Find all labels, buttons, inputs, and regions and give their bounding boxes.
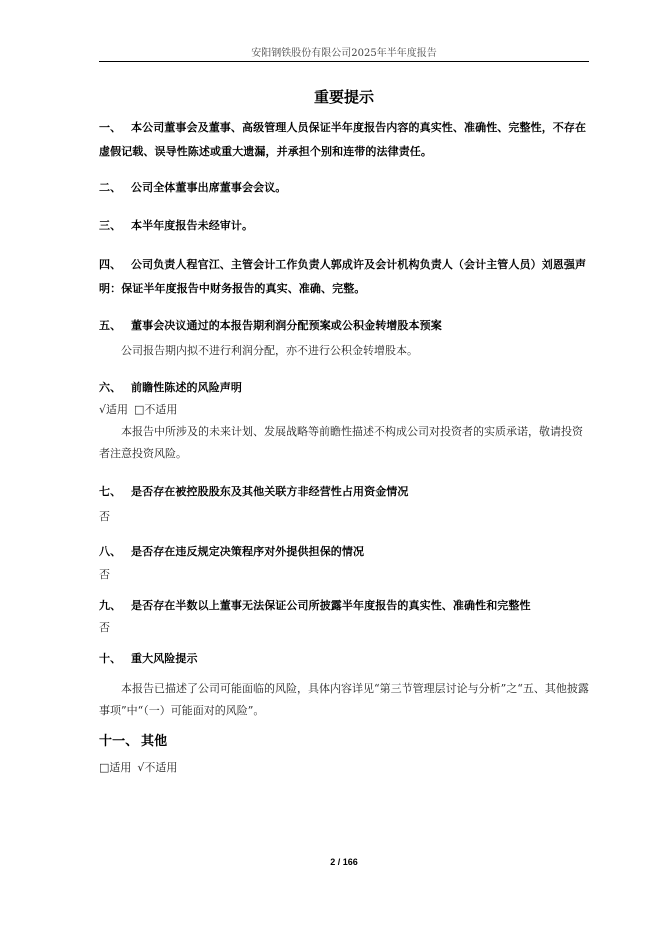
- section-7-body: 否: [99, 510, 110, 523]
- section-5-number: 五、: [99, 319, 122, 332]
- section-10-body: 本报告已描述了公司可能面临的风险，具体内容详见“第三节管理层讨论与分析”之“五、其他披露事项”中“（一）可能面对的风险”。: [99, 682, 589, 717]
- section-11-text: 其他: [141, 734, 168, 749]
- section-10-heading: [99, 647, 591, 671]
- section-10-text: 重大风险提示: [131, 652, 198, 665]
- section-9-heading: [99, 594, 591, 618]
- section-2-number: 二、: [99, 181, 122, 194]
- section-1-text: 本公司董事会及董事、高级管理人员保证半年度报告内容的真实性、准确性、完整性，不存在虚假记载、误导性陈述或重大遗漏，并承担个别和连带的法律责任。: [99, 121, 587, 158]
- section-8-heading: [99, 540, 591, 564]
- section-2-heading: [99, 176, 591, 200]
- section-7-text: 是否存在被控股股东及其他关联方非经营性占用资金情况: [131, 485, 409, 498]
- section-6-text: 前瞻性陈述的风险声明: [131, 381, 242, 394]
- section-11-not-applicable-checkbox: √不适用: [137, 761, 178, 774]
- section-9-number: 九、: [99, 599, 122, 612]
- section-6-heading: [99, 376, 591, 400]
- section-6-body: 本报告中所涉及的未来计划、发展战略等前瞻性描述不构成公司对投资者的实质承诺，敬请投资者注意投资风险。: [99, 425, 583, 460]
- section-6-not-applicable-checkbox: □不适用: [134, 403, 178, 416]
- section-6-applicable-checkbox: √适用: [99, 403, 129, 416]
- running-header: 安阳钢铁股份有限公司2025年半年度报告: [251, 48, 437, 59]
- section-1-number: 一、: [99, 121, 122, 134]
- section-11-applicable-checkbox: □适用: [99, 761, 132, 774]
- section-4-number: 四、: [99, 258, 122, 271]
- section-5-heading: [99, 314, 591, 338]
- section-11-number: 十一、: [99, 734, 139, 749]
- section-7-number: 七、: [99, 485, 122, 498]
- section-11-applicability: [99, 760, 177, 776]
- section-7-heading: [99, 480, 591, 504]
- section-1-heading: [99, 116, 591, 164]
- section-8-body: 否: [99, 568, 110, 581]
- section-8-text: 是否存在违反规定决策程序对外提供担保的情况: [131, 545, 365, 558]
- section-5-text: 董事会决议通过的本报告期利润分配预案或公积金转增股本预案: [131, 319, 442, 332]
- section-4-text: 公司负责人程官江、主管会计工作负责人郭成许及会计机构负责人（会计主管人员）刘恩强声明：保证半年度报告中财务报告的真实、准确、完整。: [99, 258, 587, 295]
- section-8-number: 八、: [99, 545, 122, 558]
- section-9-body: 否: [99, 621, 110, 634]
- page-title: 重要提示: [313, 88, 374, 106]
- section-3-number: 三、: [99, 219, 122, 232]
- page-number: 2 / 166: [330, 857, 358, 867]
- section-4-heading: [99, 253, 591, 301]
- section-5-body: 公司报告期内拟不进行利润分配，亦不进行公积金转增股本。: [121, 344, 418, 357]
- section-3-text: 本半年度报告未经审计。: [131, 219, 254, 232]
- section-3-heading: [99, 214, 591, 238]
- section-6-number: 六、: [99, 381, 122, 394]
- section-9-text: 是否存在半数以上董事无法保证公司所披露半年度报告的真实性、准确性和完整性: [131, 599, 531, 612]
- section-6-applicability: [99, 402, 177, 418]
- section-11-heading: [99, 730, 591, 754]
- header-rule: [99, 61, 589, 62]
- section-10-number: 十、: [99, 652, 122, 665]
- section-2-text: 公司全体董事出席董事会会议。: [131, 181, 287, 194]
